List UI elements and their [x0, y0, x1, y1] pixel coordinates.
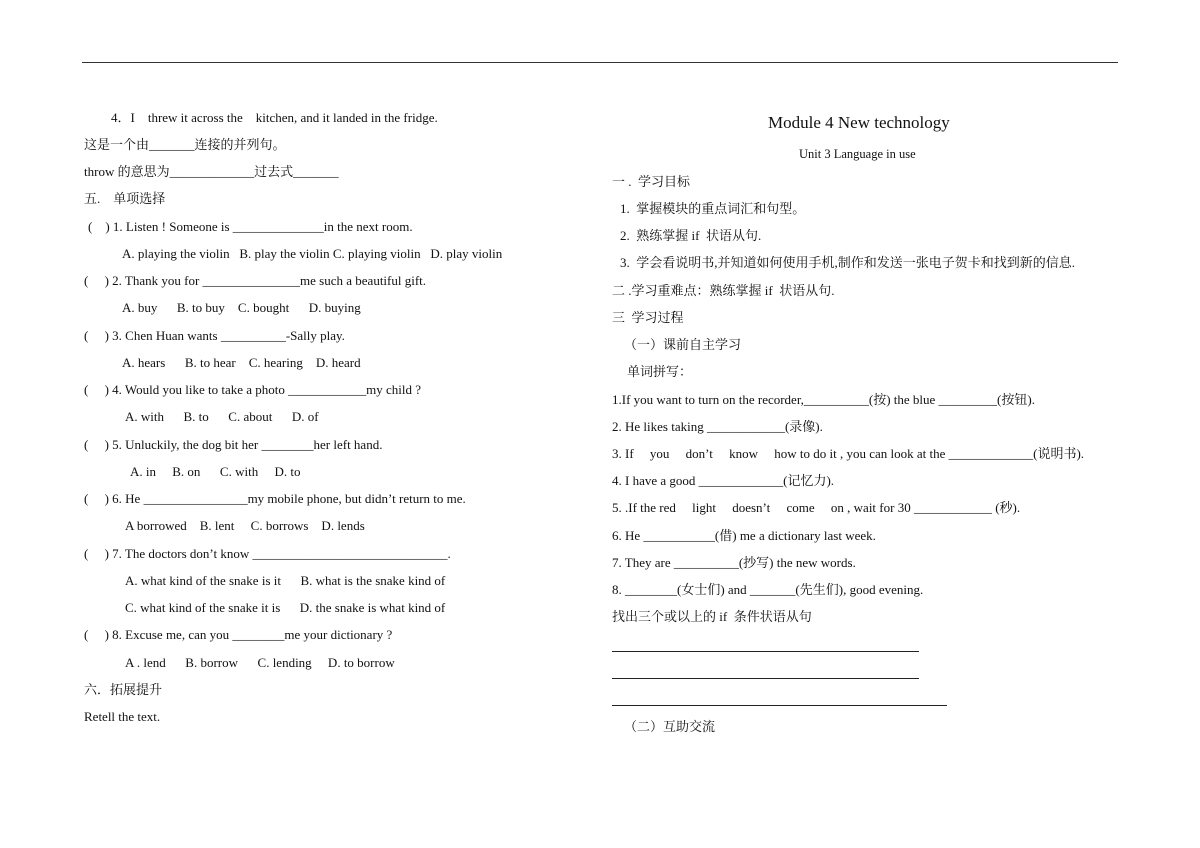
spelling-item-4: 4. I have a good _____________(记忆力).: [612, 473, 835, 488]
section-heading-extension: 六．拓展提升: [84, 682, 163, 697]
question-5: ( ) 5. Unluckily, the dog bit her ________her left hand.: [84, 437, 383, 452]
throw-meaning-question: throw 的意思为_____________过去式_______: [84, 164, 339, 179]
goal-1: 1. 掌握模块的重点词汇和句型。: [620, 201, 806, 216]
question-1-options: A. playing the violin B. play the violin C. playing violin D. play violin: [122, 246, 503, 261]
question-4-options: A. with B. to C. about D. of: [125, 409, 319, 424]
question-7: ( ) 7. The doctors don’t know ______________________________.: [84, 546, 451, 561]
goal-3: 3. 学会看说明书,并知道如何使用手机,制作和发送一张电子贺卡和找到新的信息.: [620, 255, 1076, 270]
section-heading-choice: 五. 单项选择: [84, 191, 166, 206]
page-title: Module 4 New technology: [768, 113, 950, 132]
self-study-heading: （一）课前自主学习: [624, 337, 742, 352]
question-1: ( ) 1. Listen ! Someone is ______________in the next room.: [88, 219, 413, 234]
question-7-options-ab: A. what kind of the snake is it B. what is the snake kind of: [125, 573, 446, 588]
question-6-options: A borrowed B. lent C. borrows D. lends: [125, 518, 365, 533]
header-rule: [82, 62, 1118, 63]
spelling-heading: 单词拼写：: [627, 364, 693, 379]
answer-line-2: [612, 678, 919, 679]
question-4: ( ) 4. Would you like to take a photo ____________my child ?: [84, 382, 422, 397]
question-2-options: A. buy B. to buy C. bought D. buying: [122, 300, 361, 315]
question-3: ( ) 3. Chen Huan wants __________-Sally play.: [84, 328, 345, 343]
spelling-item-1: 1.If you want to turn on the recorder,__________(按) the blue _________(按钮).: [612, 392, 1035, 407]
page-subtitle: Unit 3 Language in use: [799, 147, 916, 161]
spelling-item-7: 7. They are __________(抄写) the new words.: [612, 555, 856, 570]
conjunction-question: 这是一个由_______连接的并列句。: [84, 137, 286, 152]
spelling-item-3: 3. If you don’t know how to do it , you can look at the _____________(说明书).: [612, 446, 1085, 461]
key-difficulties: 二 .学习重难点：熟练掌握 if 状语从句.: [612, 283, 835, 298]
goal-2: 2. 熟练掌握 if 状语从句.: [620, 228, 762, 243]
question-3-options: A. hears B. to hear C. hearing D. heard: [122, 355, 361, 370]
sentence-analysis-item: 4．I threw it across the kitchen, and it landed in the fridge.: [111, 110, 438, 125]
question-2: ( ) 2. Thank you for _______________me such a beautiful gift.: [84, 273, 427, 288]
retell-instruction: Retell the text.: [84, 709, 161, 724]
question-5-options: A. in B. on C. with D. to: [130, 464, 301, 479]
if-clause-task: 找出三个或以上的 if 条件状语从句: [612, 609, 812, 624]
answer-line-3: [612, 705, 947, 706]
question-8: ( ) 8. Excuse me, can you ________me your dictionary ?: [84, 627, 393, 642]
cooperation-heading: （二）互助交流: [624, 719, 716, 734]
answer-line-1: [612, 651, 919, 652]
learning-goals-heading: 一 . 学习目标: [612, 174, 691, 189]
spelling-item-8: 8. ________(女士们) and _______(先生们), good evening.: [612, 582, 924, 597]
spelling-item-6: 6. He ___________(借) me a dictionary last week.: [612, 528, 876, 543]
spelling-item-5: 5. .If the red light doesn’t come on , wait for 30 ____________ (秒).: [612, 500, 1021, 515]
question-6: ( ) 6. He ________________my mobile phone, but didn’t return to me.: [84, 491, 466, 506]
question-7-options-cd: C. what kind of the snake it is D. the snake is what kind of: [125, 600, 446, 615]
spelling-item-2: 2. He likes taking ____________(录像).: [612, 419, 823, 434]
learning-process-heading: 三 学习过程: [612, 310, 684, 325]
question-8-options: A . lend B. borrow C. lending D. to borrow: [125, 655, 395, 670]
